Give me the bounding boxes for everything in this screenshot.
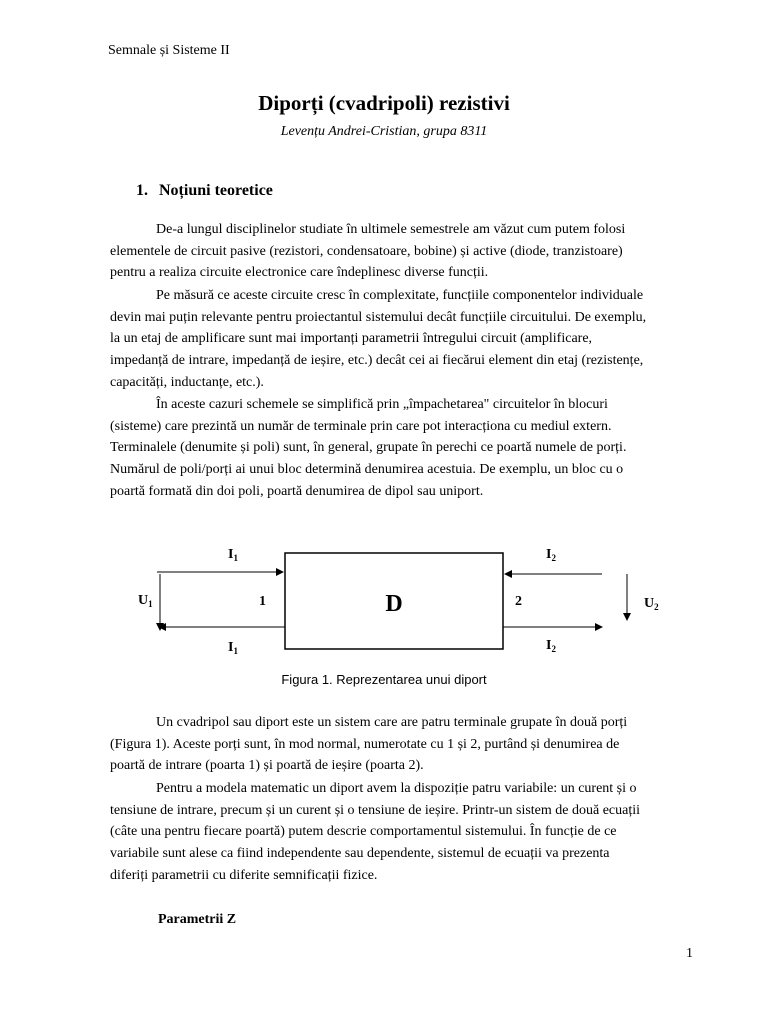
section-heading [136, 182, 273, 200]
paragraph-2 [110, 285, 696, 394]
current-label-top-right: $I_2$ [546, 547, 556, 563]
text-line: Un cvadripol sau diport este un sistem care are patru terminale grupate în două porți [156, 715, 628, 730]
paragraph-1 [110, 219, 696, 284]
text-line: De-a lungul disciplinelor studiate în ultimele semestrele am văzut cum putem folosi [156, 222, 626, 237]
text-line: pentru a realiza circuite electronice care îndeplinesc diverse funcții. [110, 265, 489, 281]
paragraph-4 [110, 712, 696, 777]
paragraph-3 [110, 394, 696, 503]
text-line: Pentru a modela matematic un diport avem la dispoziție patru variabile: un curent și o [156, 781, 637, 796]
text-line: Pe măsură ce aceste circuite cresc în complexitate, funcțiile componentelor individuale [156, 288, 644, 303]
text-line: poartă de intrare (poarta 1) și poartă de ieșire (poarta 2). [110, 758, 424, 774]
text-line: (sisteme) care prezintă un număr de terminale prin care pot interacționa cu mediul extern. [110, 418, 612, 434]
caption-prefix: Figura 1. [281, 672, 333, 687]
voltage-label-right: $U_2$ [644, 596, 659, 612]
text-line: În aceste cazuri schemele se simplifică prin „împachetarea" circuitelor în blocuri [156, 397, 608, 412]
section-title: Noțiuni teoretice [159, 182, 273, 199]
text-line: devin mai puțin relevante pentru proiectantul sistemului decât funcțiile circuitului. De exemplu, [110, 309, 647, 325]
port-2-label: 2 [515, 594, 522, 609]
text-line: Numărul de poli/porți ai unui bloc determină denumirea acestuia. De exemplu, un bloc cu o [110, 462, 624, 478]
text-line: poartă formată din doi poli, poartă denumirea de dipol sau uniport. [110, 483, 484, 499]
page-number: 1 [686, 946, 693, 961]
subsection-heading: Parametrii Z [158, 912, 237, 927]
running-header: Semnale și Sisteme II [108, 43, 230, 58]
text-line: diferiți parametrii cu diferite semnificații fizice. [110, 867, 378, 883]
text-line: Terminalele (denumite și poli) sunt, în general, grupate în perechi ce poartă numele de porți. [110, 440, 627, 456]
block-label: D [385, 591, 403, 617]
text-line: variabile sunt alese ca fiind independente sau dependente, sistemul de ecuații va prezenta [110, 846, 610, 862]
diport-diagram [130, 538, 659, 660]
current-label-top-left: $I_1$ [228, 547, 238, 563]
section-number: 1. [136, 182, 148, 199]
document-title: Diporți (cvadripoli) rezistivi [258, 91, 510, 115]
current-label-bottom-left: $I_1$ [228, 640, 238, 656]
voltage-label-left: $U_1$ [138, 593, 153, 609]
text-line: (Figura 1). Aceste porți sunt, în mod normal, numerotate cu 1 și 2, purtând și denumirea de [110, 736, 620, 752]
text-line: capacități, inductanțe, etc.). [110, 374, 264, 390]
text-line: tensiune de intrare, precum și un curent și o tensiune de ieșire. Printr-un sistem de două ecuații [110, 802, 641, 818]
port-1-label: 1 [259, 594, 266, 609]
author-line: Levențu Andrei-Cristian, grupa 8311 [280, 124, 488, 139]
text-line: la un etaj de amplificare sunt mai importanți parametrii întregului circuit (amplificare, [110, 331, 593, 347]
text-line: elementele de circuit pasive (rezistori, condensatoare, bobine) și active (diode, tranzistoare) [110, 243, 623, 259]
caption-text: Reprezentarea unui diport [336, 672, 487, 687]
current-label-bottom-right: $I_2$ [546, 638, 556, 654]
figure-caption [0, 672, 768, 687]
paragraph-5 [110, 778, 696, 887]
text-line: (câte una pentru fiecare poartă) putem descrie comportamentul sistemului. În funcție de ce [110, 824, 617, 840]
text-line: impedanță de intrare, impedanță de ieșire, etc.) decât cei ai fiecărui element din etaj (rezistențe, [110, 353, 644, 369]
